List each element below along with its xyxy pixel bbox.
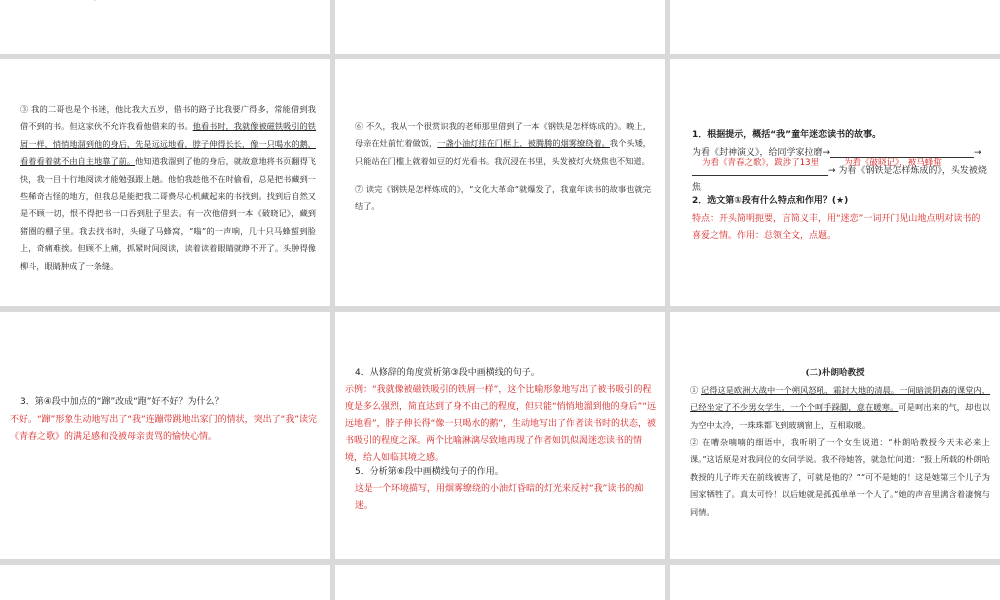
hint-a: 为看《封神演义》，给同学家拉磨→ [692, 148, 831, 158]
question-5: 5．分析第⑥段中画横线句子的作用。 [355, 467, 504, 477]
slide-tile-r0-c3 [670, 0, 1000, 54]
slide-tile-r3-c1 [0, 565, 330, 600]
question-1: 1．根据提示，概括“我”童年迷恋读书的故事。 [692, 130, 882, 140]
slide-tile-r3-c3 [670, 565, 1000, 600]
cut-off-text [20, 0, 167, 2]
section-2-underlined-sentence: 记得这是欧洲大战中一个朔风怒吼、霜封大地的清晨。一间暗淡阴森的课堂内，已经坐定了不少男女学生，一个个呵手跺脚，意在暖寒。 [690, 385, 990, 413]
section-2-paragraph-1: ① 记得这是欧洲大战中一个朔风怒吼、霜封大地的清晨。一间暗淡阴森的课堂内，已经坐定了不少男女学生，一个个呵手跺脚，意在暖寒。可是呵出来的气，却也以为空中太冷，一珠珠都飞到玻璃窗上，互相取暖。 [690, 385, 990, 430]
answer-a: 为看《青春之歌》，跋涉了13里 [702, 158, 820, 168]
slide-section-2 [670, 312, 1000, 559]
section-2-paragraph-1-rest: 可是呵出来的气，却也以为空中太冷，一珠珠都飞到玻璃窗上，互相取暖。 [690, 402, 990, 430]
answer-b: 为看《破晓记》，被马蜂蜇 [844, 158, 942, 168]
paragraph-7-text: ⑦ 读完《钢铁是怎样炼成的》，“文化大革命”就爆发了，我童年读书的故事也就完结了。 [355, 184, 651, 212]
answer-4: 示例：“我就像被磁铁吸引的铁屑一样”，这个比喻形象地写出了被书吸引的程度是多么强烈，简直达到了身不由己的程度，但只能“悄悄地溜到他的身后”“远远地看”，脖子伸长得“像一只喝水的鹅”，生动地写出了作者读书时的状态，被书吸引的程度之深。两个比喻淋漓尽致地再现了作者如饥似渴迷恋读书的情境，给人如临其境之感。 [345, 385, 656, 463]
arrow-a: → [974, 148, 982, 158]
question-3: 3．第④段中加点的“蹿”改成“跑”好不好？为什么？ [20, 397, 224, 407]
slide-tile-r0-c1 [0, 0, 330, 54]
arrow-b: → [828, 166, 836, 176]
blank-line-b [692, 165, 828, 176]
slide-tile-r3-c2 [335, 565, 665, 600]
answer-3: 不好。“蹿”形象生动地写出了“我”连蹦带跳地出家门的情状，突出了“我”读完《青春之歌》的满足感和没被母亲责骂的愉快心情。 [10, 415, 317, 442]
hint-b: 为看《钢铁是怎样炼成的》，头发被烧焦 [692, 166, 987, 193]
section-2-paragraph-2: ② 在嘈杂喃喃的细语中，我听明了一个女生说道：“朴朗哈教授今天未必来上课。”这话原是对我同位的女同学说。我不待她答，就急忙问道：“报上所载的朴朗哈教授的儿子昨天在前线被害了，可就是他的？”“可不是她的！这是她第三个儿子为国家牺牲了。真太可怜！以后她就是孤孤单单一个人了。”她的声音里满含着凄惋与同情。 [690, 437, 990, 517]
slide-questions-4-5 [335, 312, 665, 559]
question-2: 2．选文第①段有什么特点和作用？(★) [692, 196, 849, 206]
slide-paragraph-6-7 [335, 59, 665, 306]
slide-tile-r0-c2 [335, 0, 665, 54]
paragraph-3-rest: 他知道我溜到了他的身后，就故意地将书页翻得飞快，我一目十行地阅读才能勉强跟上趟。他怕我趁他不在时偷看，总是把书藏到一些稀奇古怪的地方，但我总是能把我二哥费尽心机藏起来的书找到。找到后自然又是不顾一切，恨不得把书一口吞到肚子里去。有一次他借到一本《破晓记》，藏到猪圈的棚子里。我去找书时，头碰了马蜂窝，“嗡”的一声响，几十只马蜂蜇到脸上，奇痛难挨。但顾不上痛，抓紧时间阅读，读着读着眼睛就睁不开了。头肿得像柳斗，眼睛肿成了一条缝。 [20, 156, 316, 271]
paragraph-3-text [20, 101, 316, 275]
paragraph-3-intro: ③ 我的二哥也是个书迷，他比我大五岁，借书的路子比我要广得多，常能借到我借不到的书。但这家伙不允许我看他借来的书。 [20, 104, 316, 132]
paragraph-6-underlined-sentence: 一盏小油灯挂在门框上，被腾腾的烟雾缭绕着。 [437, 138, 610, 149]
slide-question-3 [0, 312, 330, 559]
question-4: 4．从修辞的角度赏析第③段中画横线的句子。 [355, 368, 540, 378]
paragraph-6-part-b: 我个头矮，只能站在门槛上就着如豆的灯光看书。我沉浸在书里，头发被灯火烧焦也不知道。 [355, 138, 651, 166]
paragraph-6-part-a: ⑥ 不久，我从一个很赏识我的老师那里借到了一本《钢铁是怎样炼成的》。晚上，母亲在灶前忙着做饭， [355, 121, 651, 149]
paragraph-3-underlined-sentence: 他看书时，我就像被磁铁吸引的铁屑一样，悄悄地溜到他的身后，先是远远地看，脖子伸得长长，像一只喝水的鹅，看着看着就不由自主地靠了前。 [20, 121, 316, 167]
slide-questions-1-2 [670, 59, 1000, 306]
paragraph-6-text [355, 118, 651, 170]
section-2-title: (二)朴朗哈教授 [805, 368, 865, 378]
answer-2: 特点：开头简明扼要，言简义丰，用“迷恋”一词开门见山地点明对读书的喜爱之情。作用：总领全文，点题。 [692, 214, 981, 241]
slide-paragraph-3 [0, 59, 330, 306]
answer-5: 这是一个环境描写，用烟雾缭绕的小油灯昏暗的灯光来反衬“我”读书的痴迷。 [355, 484, 644, 511]
